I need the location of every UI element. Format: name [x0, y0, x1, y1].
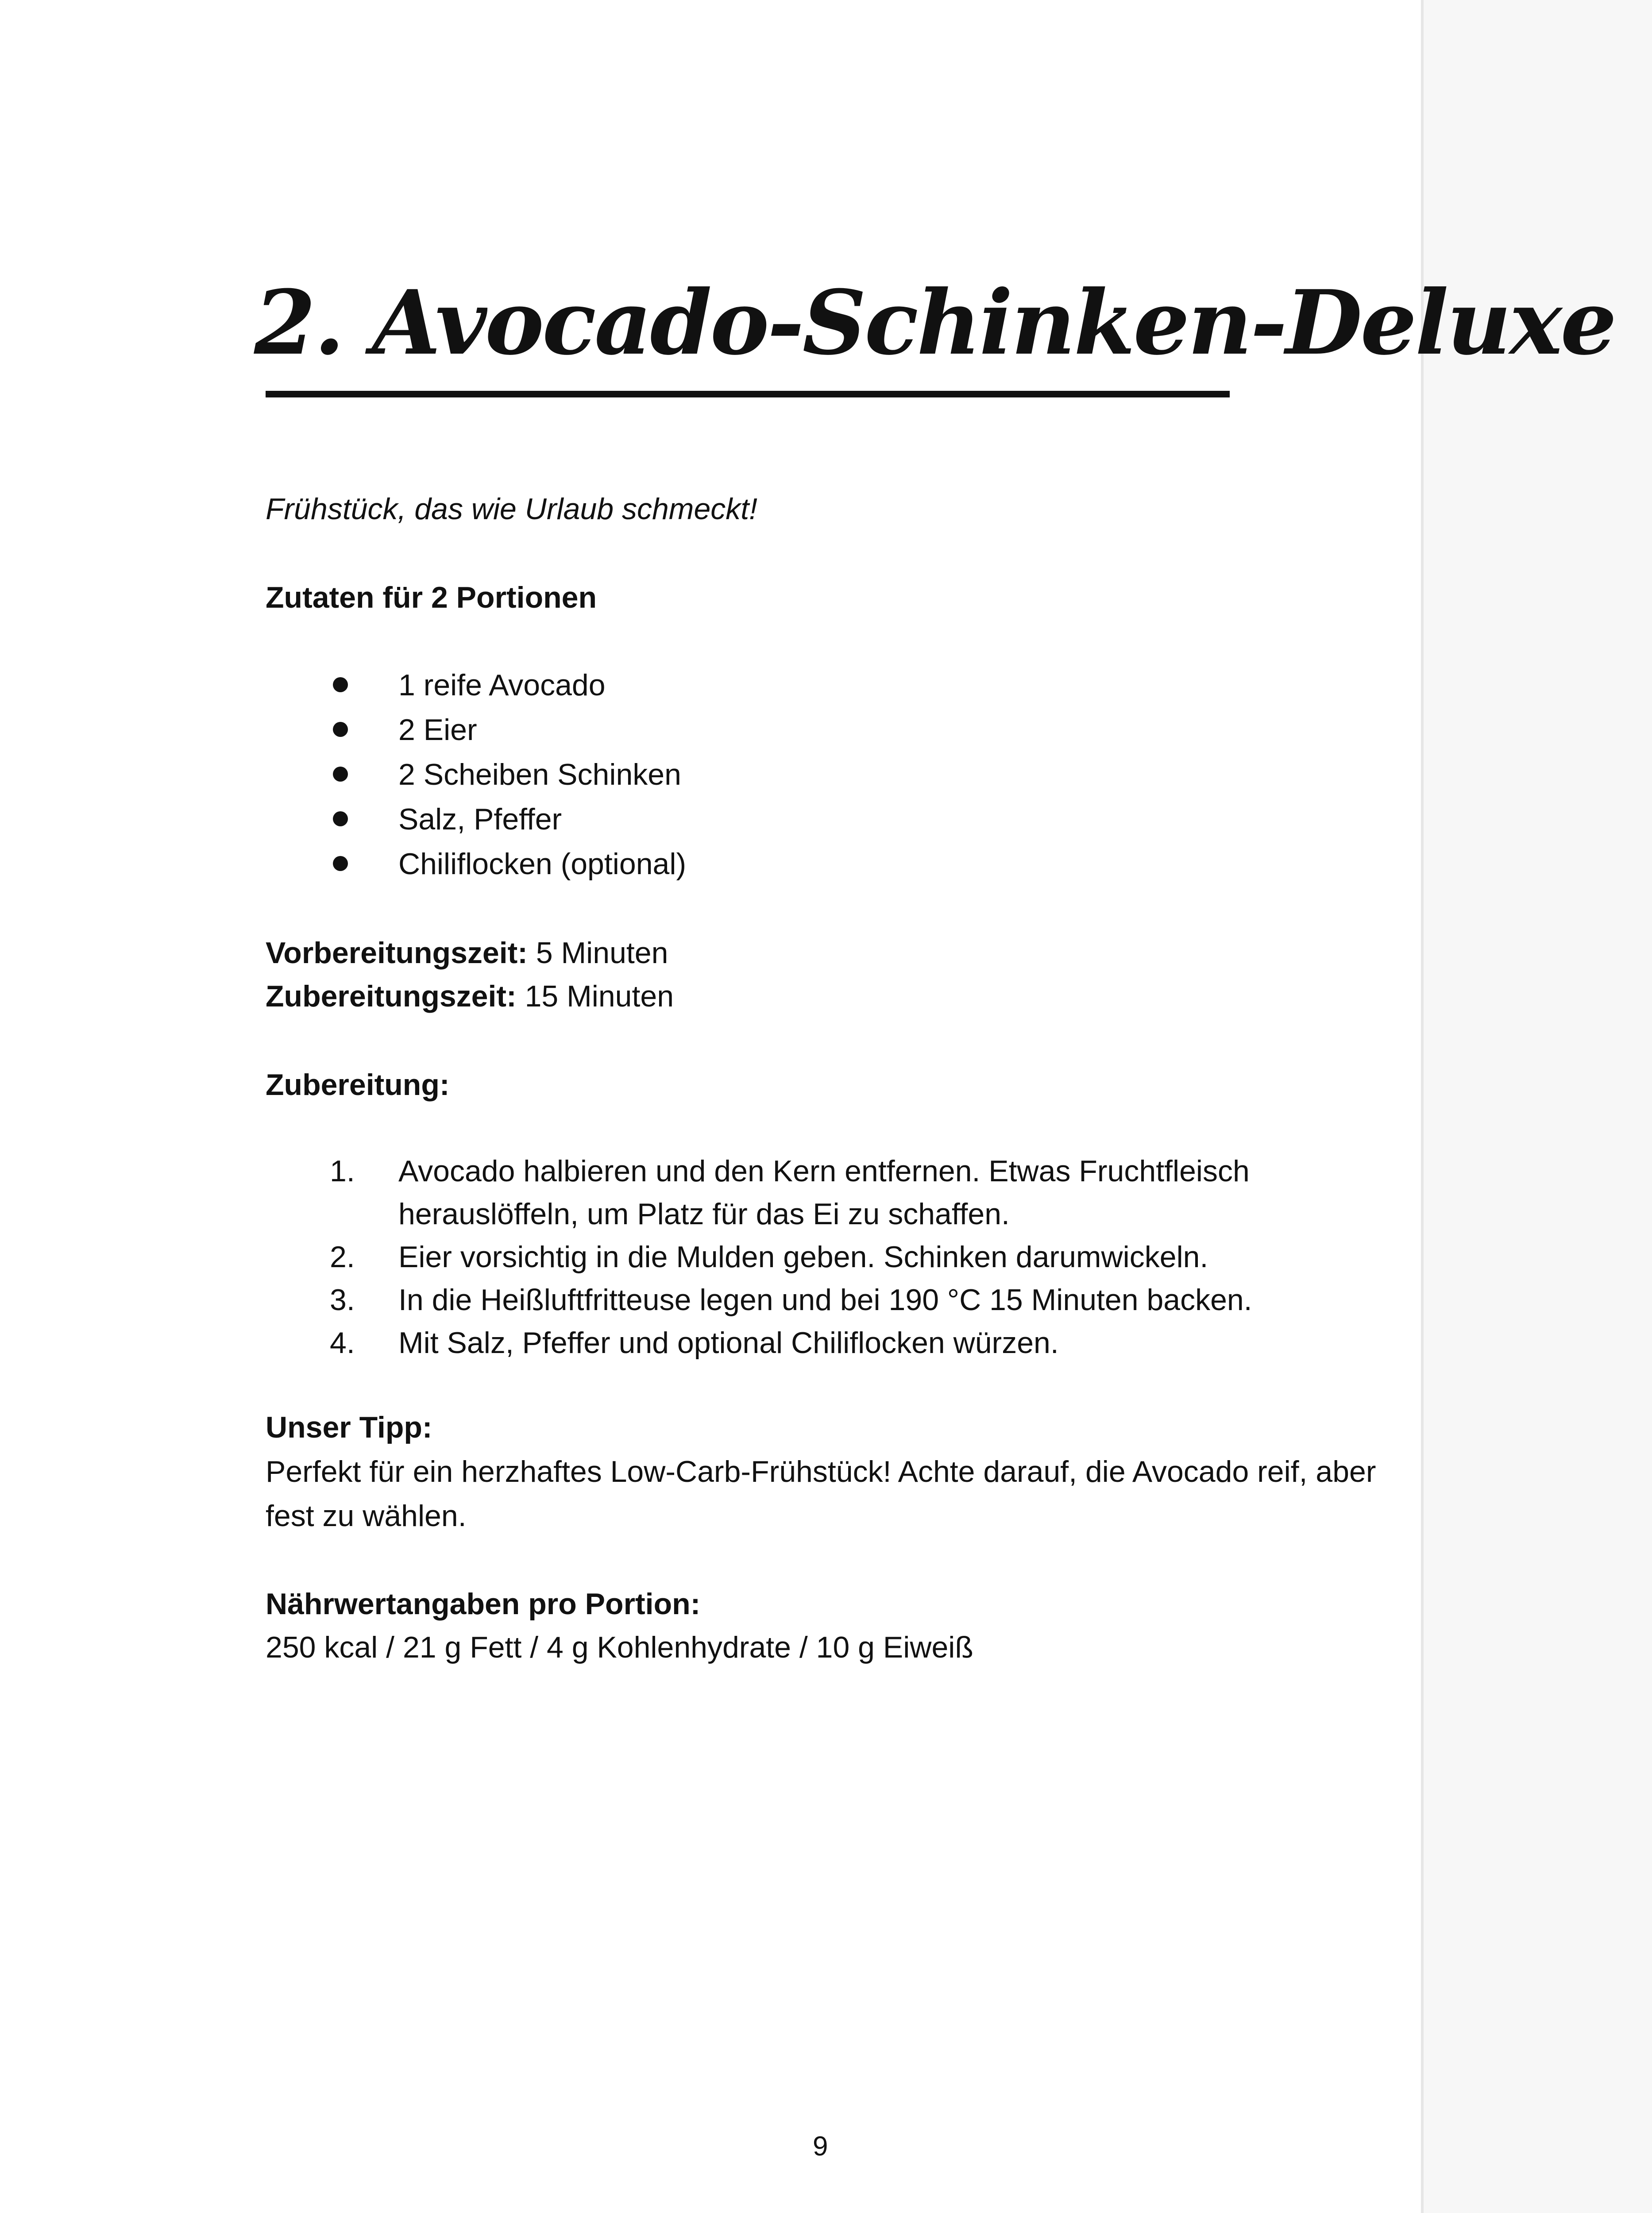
ingredient-text: 2 Scheiben Schinken — [398, 758, 681, 791]
ingredient-text: Chiliflocken (optional) — [398, 847, 687, 881]
step-text: Avocado halbieren und den Kern entfernen. Etwas Fruchtfleisch herauslöffeln, um Platz für das Ei zu schaffen. — [398, 1154, 1250, 1231]
cook-time-value: 15 Minuten — [516, 979, 674, 1013]
tip-text: Perfekt für ein herzhaftes Low-Carb-Frühstück! Achte darauf, die Avocado reif, aber fest zu wählen. — [266, 1455, 1376, 1533]
instructions-heading: Zubereitung: — [266, 1068, 450, 1102]
cook-time-label: Zubereitungszeit: — [266, 979, 517, 1013]
ingredient-text: Salz, Pfeffer — [398, 802, 562, 836]
ingredients-heading: Zutaten für 2 Portionen — [266, 581, 597, 614]
bullet-icon — [333, 722, 348, 737]
tip-heading: Unser Tipp: — [266, 1411, 432, 1444]
bullet-icon — [333, 856, 348, 871]
step-item — [330, 1150, 1392, 1236]
step-number: 1. — [330, 1154, 355, 1188]
step-text: Eier vorsichtig in die Mulden geben. Schinken darumwickeln. — [398, 1240, 1208, 1274]
bullet-icon — [333, 767, 348, 782]
step-number: 4. — [330, 1326, 355, 1360]
ingredient-text: 1 reife Avocado — [398, 668, 606, 702]
page-number: 9 — [813, 2131, 828, 2162]
prep-time-value: 5 Minuten — [527, 936, 668, 970]
nutrition-text: 250 kcal / 21 g Fett / 4 g Kohlenhydrate / 10 g Eiweiß — [266, 1631, 973, 1664]
instructions-list — [330, 1150, 1392, 1365]
prep-time-label: Vorbereitungszeit: — [266, 936, 528, 970]
ingredient-text: 2 Eier — [398, 713, 477, 747]
nutrition-heading: Nährwertangaben pro Portion: — [266, 1587, 701, 1621]
step-text: Mit Salz, Pfeffer und optional Chiliflocken würzen. — [398, 1326, 1059, 1360]
recipe-title: 2. Avocado-Schinken-Deluxe — [254, 271, 1615, 375]
recipe-subtitle: Frühstück, das wie Urlaub schmeckt! — [266, 492, 758, 526]
step-text: In die Heißluftfritteuse legen und bei 190 °C 15 Minuten backen. — [398, 1283, 1252, 1317]
step-number: 3. — [330, 1283, 355, 1317]
prep-time — [266, 932, 668, 974]
cook-time — [266, 975, 674, 1018]
title-underline — [266, 391, 1230, 397]
bullet-icon — [333, 811, 348, 826]
step-item — [330, 1236, 1392, 1279]
step-item — [330, 1279, 1392, 1322]
step-item — [330, 1322, 1392, 1365]
bullet-icon — [333, 677, 348, 692]
step-number: 2. — [330, 1240, 355, 1274]
